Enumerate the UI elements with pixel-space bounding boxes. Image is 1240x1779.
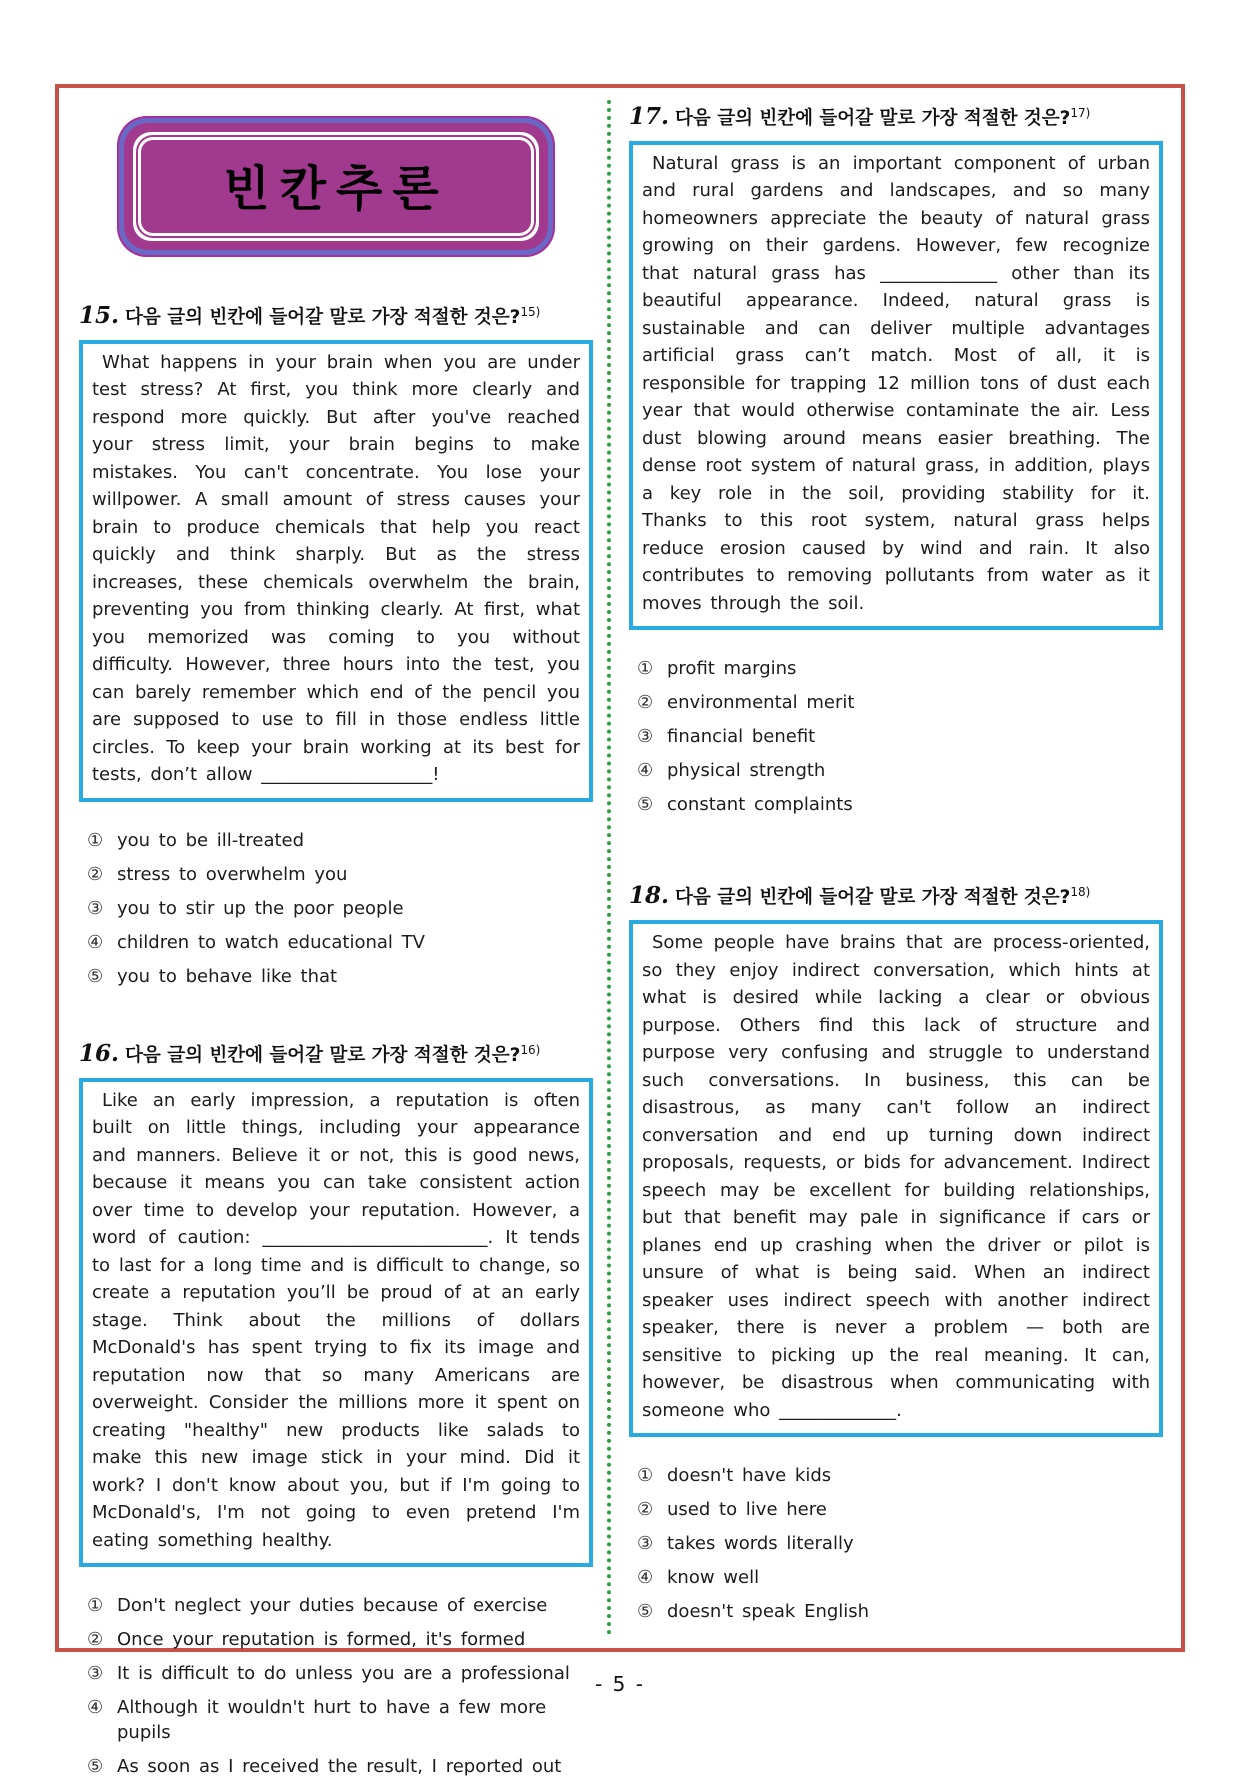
option-text: you to behave like that [117, 965, 338, 987]
question-15-header [79, 301, 593, 331]
footnote-ref: 15) [520, 304, 541, 319]
option-text: Once your reputation is formed, it's formed [117, 1629, 526, 1651]
option-item [87, 1754, 593, 1779]
option-text: doesn't speak English [667, 1601, 870, 1623]
question-16-header [79, 1039, 593, 1069]
option-marker: ⑤ [87, 1756, 104, 1778]
option-item [637, 690, 1163, 715]
option-text: Don't neglect your duties because of exercise [117, 1595, 548, 1617]
question-prompt: 다음 글의 빈칸에 들어갈 말로 가장 적절한 것은? [125, 1044, 521, 1066]
option-marker: ④ [87, 1697, 104, 1719]
option-marker: ② [87, 1629, 104, 1651]
question-17-header [629, 102, 1163, 132]
title-banner-ring [124, 123, 548, 250]
question-15-passage-box: What happens in your brain when you are under test stress? At first, you think more clearly and respond more quickly. But after you've reached your stress limit, your brain begins to make mistakes. You can't concentrate. You lose your willpower. A small amount of stress causes your brain to produce chemicals that help you react quickly and think sharply. But as the stress increases, these chemicals overwhelm the brain, preventing you from thinking clearly. At first, what you memorized was coming to you without difficulty. However, three hours into the test, you can barely remember which end of the pencil you are supposed to use to fill in those endless little circles. To keep your brain working at its best for tests, don’t allow ___________________! [79, 340, 593, 802]
option-item [87, 964, 593, 989]
question-18-header [629, 881, 1163, 911]
option-marker: ② [637, 692, 654, 714]
option-item [87, 896, 593, 921]
question-17 [629, 102, 1163, 817]
banner-title: 빈칸추론 [223, 161, 449, 217]
option-marker: ③ [637, 1533, 654, 1555]
left-column [75, 100, 605, 1778]
option-text: doesn't have kids [667, 1465, 832, 1487]
page-frame [55, 84, 1185, 1778]
option-marker: ⑤ [637, 1601, 654, 1623]
question-prompt: 다음 글의 빈칸에 들어갈 말로 가장 적절한 것은? [675, 887, 1071, 909]
option-text: you to be ill-treated [117, 829, 305, 851]
option-item [87, 1593, 593, 1618]
question-number: 18. [629, 882, 670, 910]
question-18-options [629, 1463, 1163, 1624]
option-text: physical strength [667, 760, 826, 782]
option-item [637, 724, 1163, 749]
question-15-options [79, 828, 593, 989]
option-text: It is difficult to do unless you are a professional [117, 1663, 570, 1685]
option-marker: ③ [87, 1663, 104, 1685]
option-item [637, 1599, 1163, 1624]
option-marker: ⑤ [637, 794, 654, 816]
option-text: environmental merit [667, 692, 855, 714]
question-16 [79, 1039, 593, 1779]
question-prompt: 다음 글의 빈칸에 들어갈 말로 가장 적절한 것은? [125, 307, 521, 328]
footnote-ref: 16) [520, 1042, 541, 1057]
page-number: - 5 - [595, 1672, 645, 1696]
option-marker: ③ [87, 897, 104, 919]
option-marker: ② [87, 863, 104, 885]
option-text: financial benefit [667, 726, 816, 748]
option-item [637, 1565, 1163, 1590]
footnote-ref: 17) [1070, 105, 1091, 120]
option-item [87, 1695, 593, 1745]
option-marker: ② [637, 1499, 654, 1521]
title-banner-inner [141, 140, 531, 233]
right-column [613, 100, 1165, 1636]
question-18-passage-box: Some people have brains that are process-oriented, so they enjoy indirect conversation, which hints at what is desired while lacking a clear or obvious purpose. Others find this lack of structure and purpose very confusing and struggle to understand such conversations. In business, this can be disastrous, as many can't follow an indirect conversation and end up turning down indirect proposals, requests, or bids for advancement. Indirect speech may be excellent for building relationships, but that benefit may pale in significance if cars or planes end up crashing when the driver or pilot is unsure of what is being said. When an indirect speaker uses indirect speech with another indirect speaker, there is never a problem — both are sensitive to picking up the real meaning. It can, however, be disastrous when communicating with someone who _____________. [629, 920, 1163, 1437]
column-divider [607, 100, 611, 1636]
option-item [87, 1627, 593, 1652]
question-15 [79, 301, 593, 989]
option-item [637, 1531, 1163, 1556]
option-marker: ④ [637, 1567, 654, 1589]
option-marker: ④ [87, 931, 104, 953]
option-item [637, 1463, 1163, 1488]
option-text: takes words literally [667, 1533, 854, 1555]
question-18 [629, 881, 1163, 1624]
option-text: As soon as I received the result, I reported out [117, 1756, 562, 1778]
question-number: 17. [629, 103, 670, 130]
question-17-options [629, 656, 1163, 817]
footnote-ref: 18) [1070, 885, 1091, 900]
option-text: constant complaints [667, 794, 853, 816]
option-text: used to live here [667, 1499, 827, 1521]
option-text: you to stir up the poor people [117, 897, 404, 919]
option-text: children to watch educational TV [117, 931, 425, 953]
question-number: 16. [79, 1039, 120, 1067]
option-marker: ① [87, 1595, 104, 1617]
option-marker: ① [87, 829, 104, 851]
question-number: 15. [79, 302, 120, 329]
option-text: stress to overwhelm you [117, 863, 348, 885]
option-marker: ⑤ [87, 965, 104, 987]
option-marker: ① [637, 1465, 654, 1487]
option-text: profit margins [667, 658, 797, 680]
option-text: know well [667, 1567, 760, 1589]
option-marker: ① [637, 658, 654, 680]
option-item [87, 862, 593, 887]
question-16-passage-box: Like an early impression, a reputation is often built on little things, including your appearance and manners. Believe it or not, this is good news, because it means you can take consistent action over time to develop your reputation. However, a word of caution: _________________________. It tends to last for a long time and is difficult to change, so create a reputation you’ll be proud of at an early stage. Think about the millions of dollars McDonald's has spent trying to fix its image and reputation now that so many Americans are overweight. Consider the millions more it spent on creating "healthy" new products like salads to make this new image stick in your mind. Did it work? I don't know about you, but if I'm going to McDonald's, I'm not going to even pretend I'm eating something healthy. [79, 1078, 593, 1568]
option-text: Although it wouldn't hurt to have a few more pupils [117, 1697, 547, 1744]
option-marker: ③ [637, 726, 654, 748]
option-item [87, 930, 593, 955]
option-item [637, 758, 1163, 783]
option-marker: ④ [637, 760, 654, 782]
option-item [637, 656, 1163, 681]
option-item [637, 1497, 1163, 1522]
option-item [637, 792, 1163, 817]
title-banner-white-ring [133, 132, 539, 241]
option-item [87, 828, 593, 853]
title-banner [117, 116, 555, 257]
question-prompt: 다음 글의 빈칸에 들어갈 말로 가장 적절한 것은? [675, 108, 1071, 129]
question-17-passage-box: Natural grass is an important component of urban and rural gardens and landscapes, and so many homeowners appreciate the beauty of natural grass growing on their gardens. However, few recognize that natural grass has _____________ other than its beautiful appearance. Indeed, natural grass is sustainable and can deliver multiple advantages artificial grass can’t match. Most of all, it is responsible for trapping 12 million tons of dust each year that would otherwise contaminate the air. Less dust blowing around means easier breathing. The dense root system of natural grass, in addition, plays a key role in the soil, providing stability for it. Thanks to this root system, natural grass helps reduce erosion caused by wind and rain. It also contributes to removing pollutants from water as it moves through the soil. [629, 141, 1163, 631]
